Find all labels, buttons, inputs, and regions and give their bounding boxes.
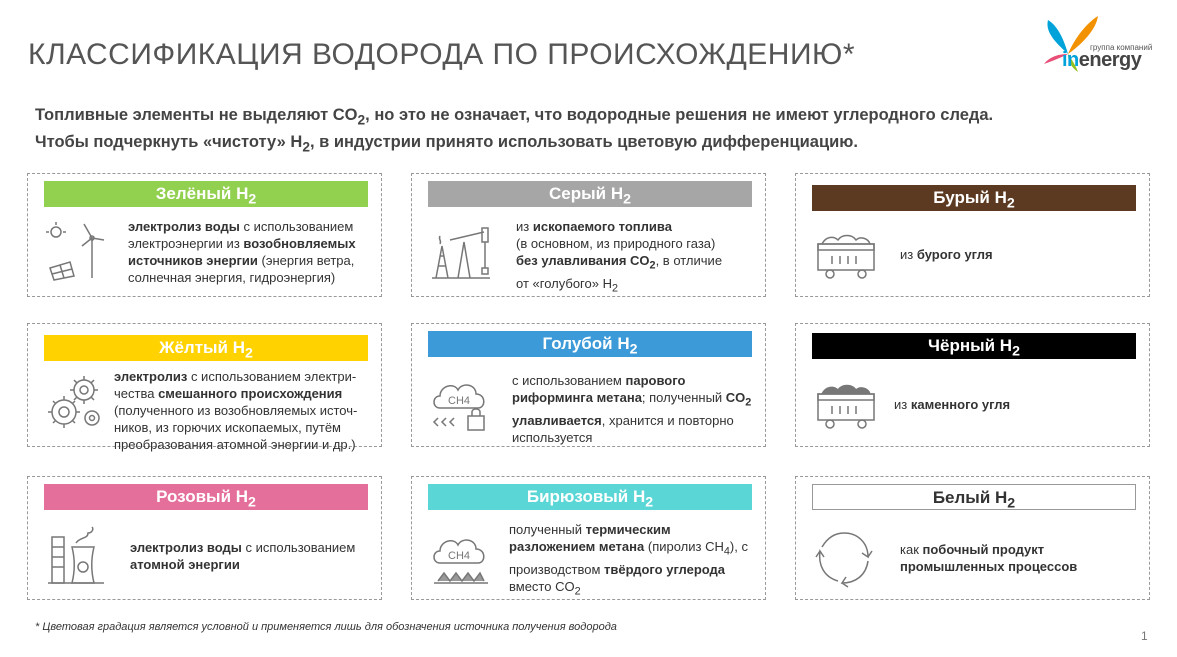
page-number: 1	[1141, 629, 1148, 643]
footnote: * Цветовая градация является условной и применяется лишь для обозначения источника получения водорода	[35, 621, 617, 633]
recycle-icon	[812, 525, 876, 589]
band-pink: Розовый $H_2$	[44, 484, 368, 510]
desc-brown: из бурого угля	[900, 247, 993, 262]
card-black	[795, 323, 1150, 447]
nuclear-plant-icon	[44, 523, 108, 587]
wind-solar-icon	[44, 218, 108, 282]
svg-text:CH4: CH4	[448, 395, 471, 407]
desc-white: как побочный продукт промышленных процессов	[900, 542, 1078, 574]
svg-text:CH4: CH4	[448, 550, 471, 562]
band-blue: Голубой $H_2$	[428, 331, 752, 357]
band-green: Зелёный $H_2$	[44, 181, 368, 207]
band-yellow: Жёлтый $H_2$	[44, 335, 368, 361]
cloud-ch4-carbon-icon	[428, 527, 492, 591]
card-pink	[27, 476, 382, 600]
card-gray	[411, 173, 766, 297]
card-blue	[411, 323, 766, 447]
card-turquoise	[411, 476, 766, 600]
desc-green: электролиз воды с использованием электроэнергии из возобновляемых источников энергии (энергия ветра, солнечная энергия, гидроэнергия)	[128, 219, 356, 285]
cloud-ch4-capture-icon	[428, 372, 492, 436]
gears-icon	[44, 368, 108, 432]
coal-cart-icon	[812, 218, 876, 282]
band-turquoise: Бирюзовый $H_2$	[428, 484, 752, 510]
band-black: Чёрный $H_2$	[812, 333, 1136, 359]
card-green	[27, 173, 382, 297]
band-brown: Бурый $H_2$	[812, 185, 1136, 211]
intro-text: Топливные элементы не выделяют $CO_2$, но это не означает, что водородные решения не имеют углеродного следа. Чтобы подчеркнуть «чистоту» $H_2$, в индустрии принято использовать цветовую дифференциацию.	[35, 106, 994, 155]
card-brown	[795, 173, 1150, 297]
desc-black: из каменного угля	[894, 397, 1011, 412]
card-white	[795, 476, 1150, 600]
desc-blue: с использованием парового риформинга метана; полученный $CO_2$ улавливается, хранится и повторно используется	[512, 373, 752, 445]
desc-yellow: электролиз с использованием электри-чества смешанного происхождения (полученного из возобновляемых источ-ников, из горючих ископаемых, путём преобразования атомной энергии и др.)	[114, 369, 358, 452]
logo-caption: группа компаний	[1090, 43, 1153, 52]
logo-wordmark: inenergy	[1062, 49, 1142, 71]
card-yellow	[27, 323, 382, 452]
desc-pink: электролиз воды с использованием атомной энергии	[130, 540, 356, 572]
oil-pump-icon	[428, 218, 492, 282]
page-title: КЛАССИФИКАЦИЯ ВОДОРОДА ПО ПРОИСХОЖДЕНИЮ*	[28, 38, 855, 71]
coal-cart-black-icon	[812, 374, 876, 438]
band-gray: Серый $H_2$	[428, 181, 752, 207]
desc-turquoise: полученный термическим разложением метана (пиролиз $CH_4$), с производством твёрдого углерода вместо $CO_2$	[509, 522, 748, 598]
desc-gray: из ископаемого топлива (в основном, из природного газа) без улавливания $CO_2$, в отличие от «голубого» $H_2$	[516, 219, 723, 295]
band-white: Белый $H_2$	[812, 484, 1136, 510]
